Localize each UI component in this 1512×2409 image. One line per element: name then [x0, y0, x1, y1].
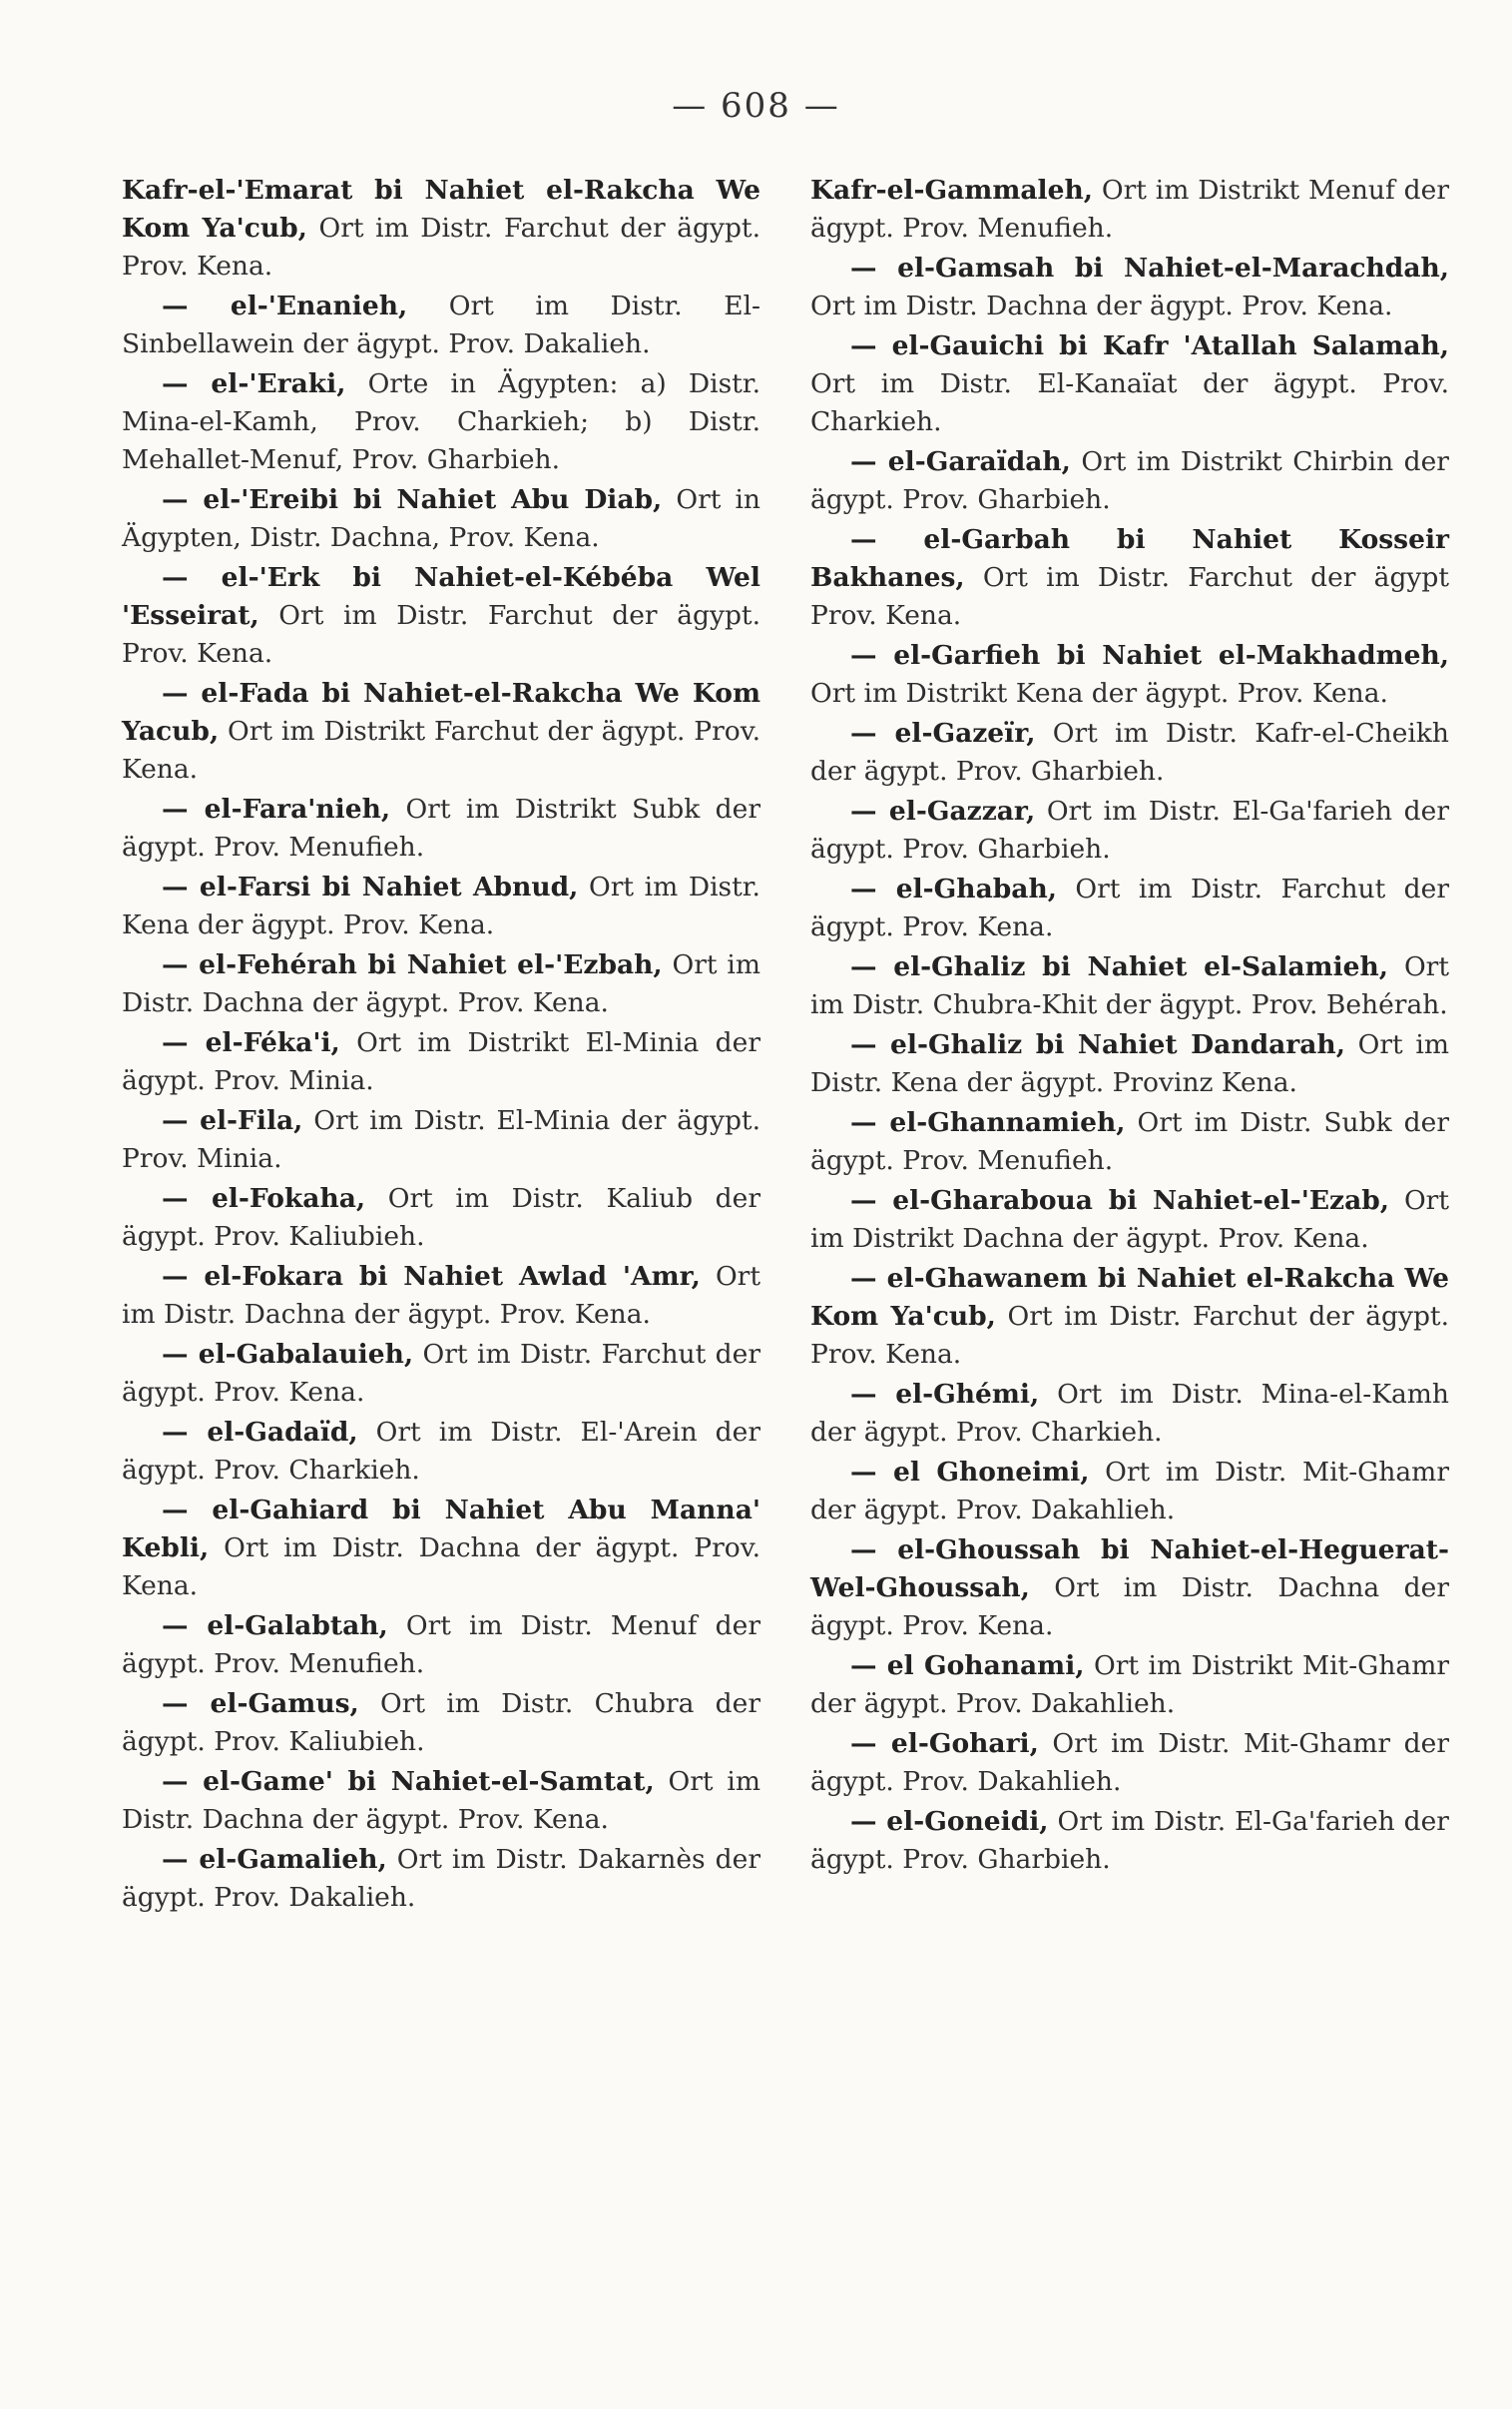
- entry-description: Ort im Distrikt Dachna der ägypt. Prov. Kena.: [810, 1185, 1449, 1254]
- entry-headword: — el-Gamsah bi Nahiet-el-Marachdah,: [850, 253, 1449, 284]
- entry-headword: — el-Ghoussah bi Nahiet-el-Heguerat-Wel-Ghoussah,: [810, 1534, 1449, 1603]
- gazetteer-entry: [122, 365, 760, 479]
- entry-description: Ort im Distr. Farchut der ägypt. Prov. Kena.: [122, 213, 760, 282]
- entry-description: Ort im Distrikt Mit-Ghamr der ägypt. Prov. Dakahlieh.: [810, 1650, 1449, 1719]
- entry-headword: — el-'Enanieh,: [162, 291, 408, 321]
- page-number: — 608 —: [672, 86, 840, 126]
- entry-description: Ort im Distr. Mit-Ghamr der ägypt. Prov. Dakahlieh.: [810, 1728, 1449, 1797]
- entry-description: Ort im Distr. Dakarnès der ägypt. Prov. Dakalieh.: [122, 1844, 760, 1913]
- entry-headword: — el-Game' bi Nahiet-el-Samtat,: [162, 1766, 655, 1797]
- entry-description: Ort im Distr. Farchut der ägypt. Prov. Kena.: [122, 600, 760, 669]
- entry-headword: — el-Fada bi Nahiet-el-Rakcha We Kom Yacub,: [122, 678, 760, 747]
- gazetteer-entry: [810, 172, 1449, 248]
- entry-headword: — el-Garbah bi Nahiet Kosseir Bakhanes,: [810, 524, 1449, 593]
- gazetteer-entry: [122, 1024, 760, 1100]
- entry-description: Ort im Distr. Dachna der ägypt. Prov. Kena.: [122, 1532, 760, 1601]
- gazetteer-entry: [122, 288, 760, 363]
- entry-headword: — el-Gauichi bi Kafr 'Atallah Salamah,: [850, 330, 1449, 361]
- gazetteer-entry: [810, 715, 1449, 791]
- gazetteer-entry: [810, 1026, 1449, 1102]
- entry-description: Ort im Distr. El-Kanaïat der ägypt. Prov. Charkieh.: [810, 368, 1449, 437]
- gazetteer-entry: [810, 637, 1449, 713]
- gazetteer-entry: [810, 871, 1449, 946]
- entry-headword: — el-Gazzar,: [850, 796, 1036, 827]
- entry-description: Ort im Distr. Dachna der ägypt. Prov. Kena.: [810, 291, 1393, 321]
- gazetteer-entry: [122, 675, 760, 789]
- gazetteer-entry: [122, 946, 760, 1022]
- entry-headword: — el-Gadaïd,: [162, 1417, 358, 1448]
- entry-headword: — el-Gharaboua bi Nahiet-el-'Ezab,: [850, 1185, 1390, 1216]
- entry-headword: — el-Ghaliz bi Nahiet Dandarah,: [850, 1029, 1345, 1060]
- gazetteer-entry: [810, 521, 1449, 635]
- gazetteer-entry: [122, 1180, 760, 1256]
- entry-description: Ort im Distr. Farchut der ägypt. Prov. Kena.: [122, 1339, 760, 1408]
- entry-description: Ort im Distr. Kena der ägypt. Prov. Kena.: [122, 872, 760, 940]
- entry-description: Ort im Distr. Kafr-el-Cheikh der ägypt. Prov. Gharbieh.: [810, 718, 1449, 787]
- gazetteer-entry: [122, 1414, 760, 1490]
- gazetteer-entry: [810, 443, 1449, 519]
- entry-description: Ort im Distr. Subk der ägypt. Prov. Menufieh.: [810, 1107, 1449, 1176]
- entry-headword: — el-Ghannamieh,: [850, 1107, 1126, 1138]
- entry-description: Ort im Distr. Chubra der ägypt. Prov. Kaliubieh.: [122, 1688, 760, 1757]
- gazetteer-entry: [122, 1607, 760, 1683]
- entry-description: Ort im Distr. El-'Arein der ägypt. Prov. Charkieh.: [122, 1417, 760, 1486]
- entry-headword: — el-'Ereibi bi Nahiet Abu Diab,: [162, 484, 663, 515]
- entry-description: Ort im Distr. El-Sinbellawein der ägypt. Prov. Dakalieh.: [122, 291, 760, 359]
- entry-description: Ort im Distr. Kena der ägypt. Provinz Kena.: [810, 1029, 1449, 1098]
- entry-description: Ort im Distrikt Farchut der ägypt. Prov. Kena.: [122, 716, 760, 785]
- entry-description: Ort im Distrikt El-Minia der ägypt. Prov. Minia.: [122, 1027, 760, 1096]
- entry-description: Ort in Ägypten, Distr. Dachna, Prov. Kena.: [122, 484, 761, 553]
- entry-description: Ort im Distr. Dachna der ägypt. Prov. Kena.: [122, 1766, 760, 1835]
- gazetteer-entry: [122, 869, 760, 944]
- entry-headword: — el-Farsi bi Nahiet Abnud,: [162, 872, 579, 903]
- entry-headword: — el-Galabtah,: [162, 1610, 388, 1641]
- gazetteer-entry: [810, 793, 1449, 869]
- entry-headword: — el-Gohari,: [850, 1728, 1039, 1759]
- gazetteer-entry: [122, 172, 760, 286]
- entry-description: Ort im Distr. El-Ga'farieh der ägypt. Prov. Gharbieh.: [810, 1806, 1449, 1875]
- gazetteer-entry: [810, 1260, 1449, 1374]
- entry-headword: Kafr-el-Gammaleh,: [810, 175, 1093, 206]
- gazetteer-entry: [810, 1531, 1449, 1645]
- entry-headword: Kafr-el-'Emarat bi Nahiet el-Rakcha We Kom Ya'cub,: [122, 175, 760, 244]
- gazetteer-entry: [810, 1104, 1449, 1180]
- entry-description: Ort im Distr. Mit-Ghamr der ägypt. Prov. Dakahlieh.: [810, 1457, 1449, 1525]
- entry-description: Ort im Distr. Mina-el-Kamh der ägypt. Prov. Charkieh.: [810, 1379, 1449, 1448]
- entry-headword: — el-Fila,: [162, 1105, 303, 1136]
- entry-headword: — el-Féka'i,: [162, 1027, 340, 1058]
- entry-description: Ort im Distrikt Menuf der ägypt. Prov. Menufieh.: [810, 175, 1449, 244]
- entry-headword: — el Ghoneimi,: [850, 1457, 1090, 1488]
- entry-description: Ort im Distr. Chubra-Khit der ägypt. Prov. Behérah.: [810, 951, 1450, 1020]
- entry-headword: — el-Gazeïr,: [850, 718, 1036, 749]
- entry-description: Ort im Distr. Dachna der ägypt. Prov. Kena.: [122, 1261, 760, 1330]
- gazetteer-entry: [810, 250, 1449, 325]
- entry-headword: — el-Ghaliz bi Nahiet el-Salamieh,: [850, 951, 1389, 982]
- entry-description: Ort im Distr. El-Minia der ägypt. Prov. Minia.: [122, 1105, 760, 1174]
- entry-description: Ort im Distr. Farchut der ägypt. Prov. Kena.: [810, 874, 1449, 942]
- entry-headword: — el-Gabalauieh,: [162, 1339, 414, 1370]
- entry-headword: — el-Garfieh bi Nahiet el-Makhadmeh,: [850, 640, 1449, 671]
- gazetteer-entry: [122, 559, 760, 673]
- gazetteer-entry: [122, 481, 760, 557]
- gazetteer-entry: [810, 1454, 1449, 1529]
- entry-headword: — el-Ghémi,: [850, 1379, 1040, 1410]
- gazetteer-entry: [810, 1182, 1449, 1258]
- entry-headword: — el-Fokara bi Nahiet Awlad 'Amr,: [162, 1261, 701, 1292]
- gazetteer-entry: [122, 1336, 760, 1412]
- entry-description: Ort im Distr. Dachna der ägypt. Prov. Kena.: [122, 949, 761, 1018]
- entry-description: Ort im Distr. Farchut der ägypt Prov. Kena.: [810, 562, 1449, 631]
- entry-headword: — el-Ghawanem bi Nahiet el-Rakcha We Kom Ya'cub,: [810, 1263, 1449, 1332]
- entry-headword: — el-Goneidi,: [850, 1806, 1049, 1837]
- gazetteer-entry: [122, 1685, 760, 1761]
- entry-headword: — el-Garaïdah,: [850, 446, 1071, 477]
- entry-description: Ort im Distrikt Kena der ägypt. Prov. Kena.: [810, 678, 1388, 709]
- left-column: [122, 172, 760, 1919]
- gazetteer-entry: [810, 1376, 1449, 1452]
- gazetteer-entry: [122, 1763, 760, 1839]
- gazetteer-entry: [122, 791, 760, 867]
- gazetteer-entry: [122, 1492, 760, 1605]
- entry-headword: — el Gohanami,: [850, 1650, 1085, 1681]
- entry-headword: — el-'Erk bi Nahiet-el-Kébéba Wel 'Esseirat,: [122, 562, 760, 631]
- entry-description: Ort im Distr. Kaliub der ägypt. Prov. Kaliubieh.: [122, 1183, 760, 1252]
- entry-description: Orte in Ägypten: a) Distr. Mina-el-Kamh, Prov. Charkieh; b) Distr. Mehallet-Menuf, Prov. Gharbieh.: [122, 368, 760, 475]
- gazetteer-entry: [810, 948, 1449, 1024]
- gazetteer-entry: [810, 1803, 1449, 1879]
- entry-description: Ort im Distr. Menuf der ägypt. Prov. Menufieh.: [122, 1610, 760, 1679]
- entry-headword: — el-Gamus,: [162, 1688, 359, 1719]
- entry-headword: — el-Fara'nieh,: [162, 794, 391, 825]
- gazetteer-entry: [810, 1647, 1449, 1723]
- entry-description: Ort im Distrikt Subk der ägypt. Prov. Menufieh.: [122, 794, 760, 863]
- entry-headword: — el-Ghabah,: [850, 874, 1057, 904]
- entry-headword: — el-Gahiard bi Nahiet Abu Manna' Kebli,: [122, 1495, 760, 1563]
- entry-description: Ort im Distr. Farchut der ägypt. Prov. Kena.: [810, 1301, 1449, 1370]
- entry-description: Ort im Distr. El-Ga'farieh der ägypt. Prov. Gharbieh.: [810, 796, 1449, 865]
- gazetteer-entry: [810, 327, 1449, 441]
- entry-headword: — el-'Eraki,: [162, 368, 346, 399]
- gazetteer-entry: [810, 1725, 1449, 1801]
- entry-headword: — el-Gamalieh,: [162, 1844, 387, 1875]
- gazetteer-entry: [122, 1841, 760, 1917]
- entry-headword: — el-Fehérah bi Nahiet el-'Ezbah,: [162, 949, 663, 980]
- entry-headword: — el-Fokaha,: [162, 1183, 366, 1214]
- entry-description: Ort im Distrikt Chirbin der ägypt. Prov. Gharbieh.: [810, 446, 1449, 515]
- gazetteer-entry: [122, 1258, 760, 1334]
- right-column: [810, 172, 1449, 1881]
- entry-description: Ort im Distr. Dachna der ägypt. Prov. Kena.: [810, 1572, 1449, 1641]
- gazetteer-entry: [122, 1102, 760, 1178]
